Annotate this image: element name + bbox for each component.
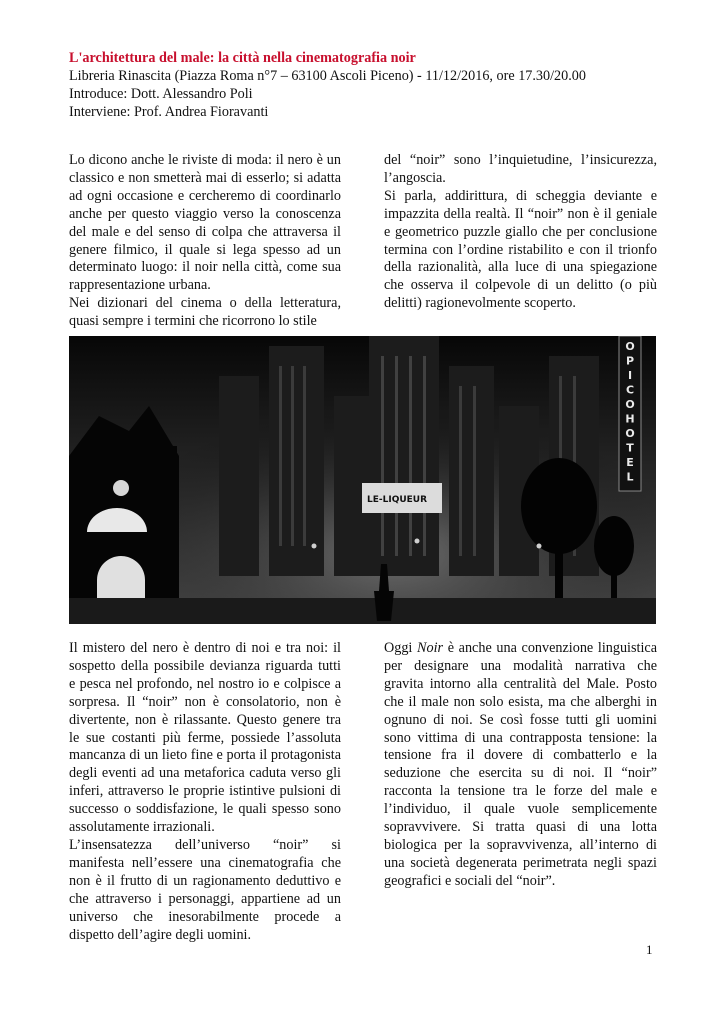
- billboard-text: LE-LIQUEUR: [367, 495, 428, 505]
- event-venue: Libreria Rinascita (Piazza Roma n°7 – 63100 Ascoli Piceno) - 11/12/2016, ore 17.30/20.00: [69, 68, 586, 84]
- hotel-sign-letter: I: [627, 369, 633, 382]
- top-right-column: [384, 152, 657, 313]
- hotel-sign-letter: C: [625, 383, 635, 397]
- hotel-sign-letter: H: [625, 412, 635, 426]
- hotel-sign-letter: O: [625, 340, 635, 353]
- document-header: [69, 49, 659, 121]
- paragraph: Si parla, addirittura, di scheggia deviante e impazzita della realtà. Il “noir” non è il geniale e geometrico puzzle giallo che per conclusione termina con l’ordine ristabilito e con il trionfo della razionalità, alla luce di una spiegazione che osserva il colpevole di un delitto (o più delitti) ragionevolmente scoperto.: [384, 187, 657, 312]
- hotel-sign-letter: T: [626, 441, 634, 455]
- street: [69, 598, 656, 624]
- hotel-sign-letter: L: [626, 470, 634, 484]
- paragraph: del “noir” sono l’inquietudine, l’insicurezza, l’angoscia.: [384, 152, 657, 186]
- paragraph: Lo dicono anche le riviste di moda: il nero è un classico e non smetterà mai di esserlo; si adatta ad ogni occasione e cercheremo di coordinarlo anche per questo viaggio verso la conoscenza del male e del senso di colpa che attraversa il genere filmico, il quale si lega spesso ad un determinato luogo: il noir nella città, come sua rappresentazione urbana.: [69, 152, 341, 294]
- station-clock: [113, 480, 129, 496]
- paragraph: Il mistero del nero è dentro di noi e tra noi: il sospetto della possibile devianza riguarda tutti e pesca nel profondo, nel nostro io e colpisce a sorpresa. Il “noir” non è consolatorio, non è divertente, non è rilassante. Questo genere tra le sue costanti più ferme, possiede l’assoluta mancanza di un lieto fine e porta il protagonista degli eventi ad una metaforica caduta verso gli inferi, attraverso le proprie istintive pulsioni di successo o soddisfazione, le quali spesso sono assolutamente irrazionali.: [69, 640, 341, 836]
- event-introducer: Introduce: Dott. Alessandro Poli: [69, 86, 253, 102]
- hotel-sign-letters: [625, 340, 634, 484]
- bottom-right-column: [384, 640, 657, 891]
- text-run: Oggi: [384, 640, 418, 656]
- statue-pedestal: [374, 591, 394, 621]
- page-number: 1: [646, 942, 653, 957]
- paragraph: [384, 640, 657, 891]
- event-speaker: Interviene: Prof. Andrea Fioravanti: [69, 104, 269, 120]
- hotel-sign-letter: O: [625, 398, 635, 411]
- document-title: L'architettura del male: la città nella cinematografia noir: [69, 50, 416, 66]
- paragraph: L’insensatezza dell’universo “noir” si manifesta nell’essere una cinematografia che non è il frutto di un ragionamento deduttivo e che attraverso i personaggi, appartiene ad un universo che inesorabilmente procede a dispetto dell’agire degli uomini.: [69, 836, 341, 943]
- italic-term: Noir: [417, 640, 444, 656]
- paragraph: Nei dizionari del cinema o della letteratura, quasi sempre i termini che ricorrono lo stile: [69, 295, 341, 330]
- noir-city-svg: [69, 336, 656, 624]
- bottom-left-column: [69, 640, 341, 944]
- hotel-sign-letter: O: [625, 427, 635, 440]
- hotel-sign-letter: P: [625, 354, 635, 368]
- hotel-sign-letter: E: [626, 456, 634, 469]
- noir-city-illustration: [69, 336, 656, 624]
- text-run: è anche una convenzione linguistica per designare una modalità narrativa che gravita intorno alla centralità del Male. Posto che il male non solo esista, ma che alberghi in ognuno di noi. Se così fosse tutti gli uomini sono vittima di una contrapposta tensione: la tensione fra il dovere di combatterlo e la seduzione che esercita su di noi. Il “noir” racconta la tensione tra le forze del male e l’individuo, il quale vuole semplicemente sopravvivere. Si tratta quasi di una lotta biologica per la sopravvivenza, all’interno di una società degenerata perimetrata negli spazi geografici e sociali del “noir”.: [384, 640, 657, 889]
- top-left-column: [69, 152, 341, 331]
